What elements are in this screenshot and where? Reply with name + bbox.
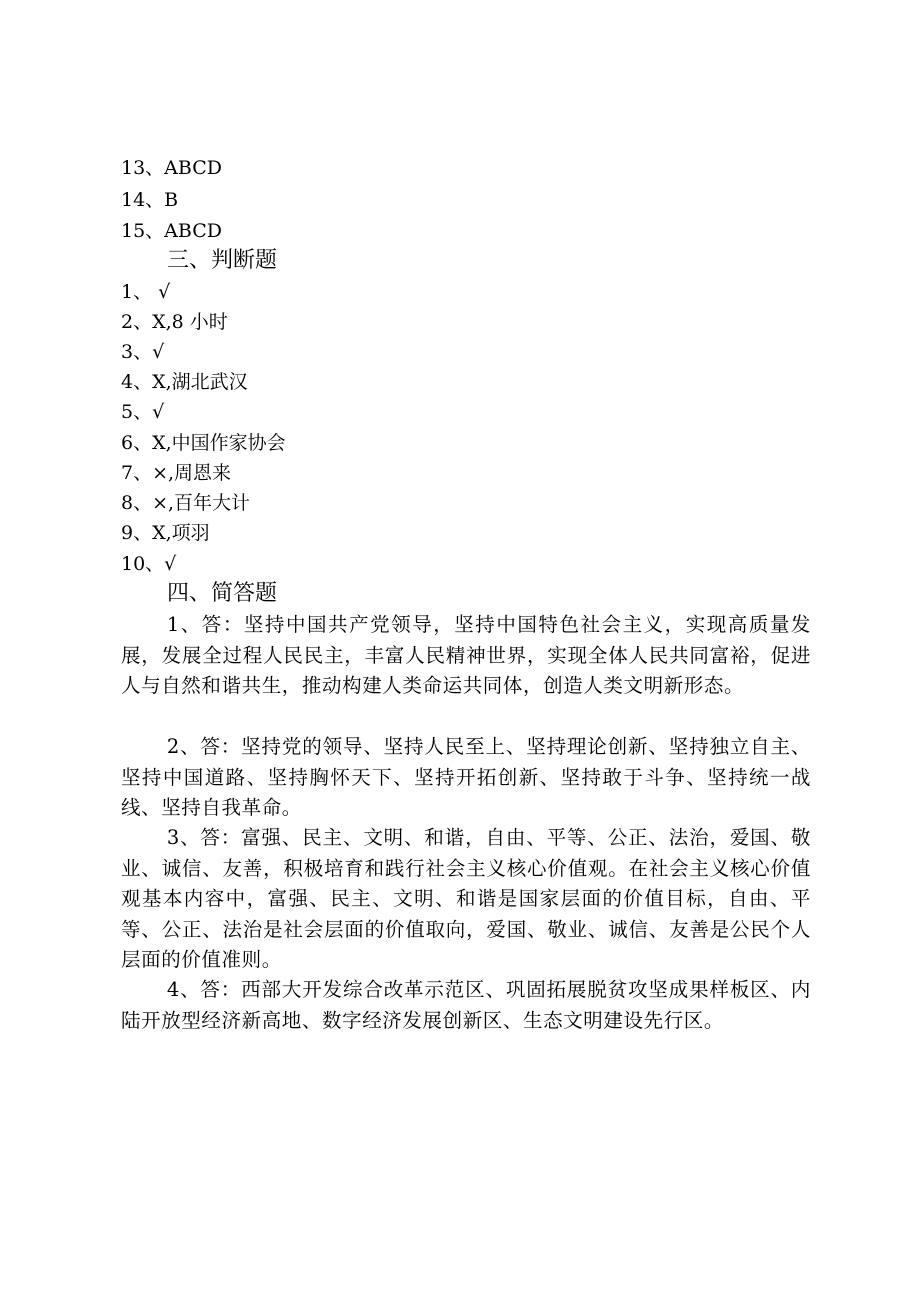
tf-answer-6: 6、X,中国作家协会 — [121, 432, 286, 454]
short-answer-1: 1、答：坚持中国共产党领导，坚持中国特色社会主义，实现高质量发展，发展全过程人民民主，丰富人民精神世界，实现全体人民共同富裕，促进人与自然和谐共生，推动构建人类命运共同体，创造人类文明新形态。 — [121, 613, 811, 697]
tf-answer-5: 5、√ — [121, 401, 165, 423]
mc-answer-13: 13、ABCD — [121, 157, 222, 179]
tf-answer-8: 8、×,百年大计 — [121, 492, 251, 514]
mc-answer-14: 14、B — [121, 189, 179, 211]
tf-answer-3: 3、√ — [121, 341, 165, 363]
short-answer-4: 4、答：西部大开发综合改革示范区、巩固拓展脱贫攻坚成果样板区、内陆开放型经济新高地、数字经济发展创新区、生态文明建设先行区。 — [121, 978, 811, 1032]
mc-answer-15: 15、ABCD — [121, 220, 222, 242]
section-heading-true-false: 三、判断题 — [167, 248, 278, 273]
tf-answer-4: 4、X,湖北武汉 — [121, 371, 248, 393]
tf-answer-10: 10、√ — [121, 553, 177, 575]
tf-answer-2: 2、X,8 小时 — [121, 311, 228, 333]
tf-answer-9: 9、X,项羽 — [121, 522, 210, 544]
tf-answer-1: 1、 √ — [121, 281, 171, 303]
short-answer-3: 3、答：富强、民主、文明、和谐，自由、平等、公正、法治，爱国、敬业、诚信、友善，积极培育和践行社会主义核心价值观。在社会主义核心价值观基本内容中，富强、民主、文明、和谐是国家层面的价值目标，自由、平等、公正、法治是社会层面的价值取向，爱国、敬业、诚信、友善是公民个人层面的价值准则。 — [121, 826, 811, 971]
short-answer-2: 2、答：坚持党的领导、坚持人民至上、坚持理论创新、坚持独立自主、坚持中国道路、坚持胸怀天下、坚持开拓创新、坚持敢于斗争、坚持统一战线、坚持自我革命。 — [121, 735, 811, 819]
section-heading-short-answer: 四、简答题 — [167, 581, 278, 606]
tf-answer-7: 7、×,周恩来 — [121, 462, 232, 484]
